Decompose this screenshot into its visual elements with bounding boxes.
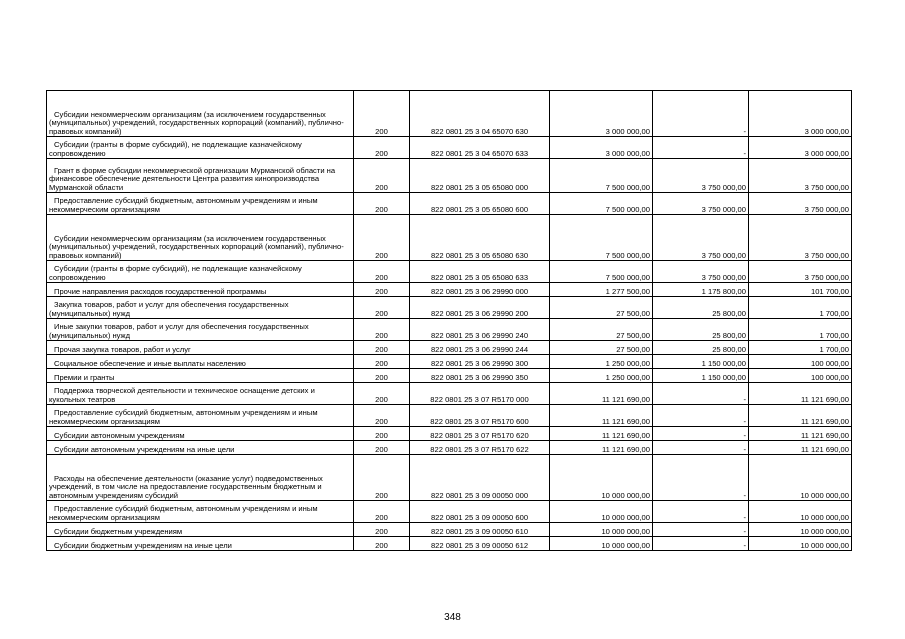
row-name bbox=[47, 137, 354, 159]
row-name bbox=[47, 283, 354, 297]
row-code: 200 bbox=[354, 441, 410, 455]
row-name bbox=[47, 369, 354, 383]
row-executed-amount: 3 750 000,00 bbox=[653, 193, 749, 215]
row-approved-amount: 27 500,00 bbox=[550, 319, 653, 341]
row-remaining-amount: 11 121 690,00 bbox=[749, 441, 852, 455]
row-classification-code: 822 0801 25 3 06 29990 350 bbox=[410, 369, 550, 383]
row-approved-amount: 27 500,00 bbox=[550, 341, 653, 355]
budget-table-container bbox=[46, 90, 851, 551]
row-executed-amount: - bbox=[653, 455, 749, 501]
row-approved-amount: 7 500 000,00 bbox=[550, 193, 653, 215]
row-name bbox=[47, 523, 354, 537]
table-row bbox=[47, 427, 852, 441]
row-remaining-amount: 1 700,00 bbox=[749, 297, 852, 319]
row-name bbox=[47, 427, 354, 441]
row-executed-amount: 1 175 800,00 bbox=[653, 283, 749, 297]
row-remaining-amount: 11 121 690,00 bbox=[749, 383, 852, 405]
table-row bbox=[47, 137, 852, 159]
table-row bbox=[47, 193, 852, 215]
table-row bbox=[47, 283, 852, 297]
row-name-text: Поддержка творческой деятельности и техническое оснащение детских и кукольных театров bbox=[49, 386, 315, 404]
table-row bbox=[47, 405, 852, 427]
row-remaining-amount: 100 000,00 bbox=[749, 369, 852, 383]
row-name bbox=[47, 159, 354, 193]
row-name bbox=[47, 355, 354, 369]
row-classification-code: 822 0801 25 3 05 65080 630 bbox=[410, 215, 550, 261]
row-code: 200 bbox=[354, 355, 410, 369]
row-classification-code: 822 0801 25 3 09 00050 600 bbox=[410, 501, 550, 523]
table-row bbox=[47, 441, 852, 455]
row-executed-amount: - bbox=[653, 537, 749, 551]
row-remaining-amount: 3 750 000,00 bbox=[749, 261, 852, 283]
row-code: 200 bbox=[354, 159, 410, 193]
row-approved-amount: 27 500,00 bbox=[550, 297, 653, 319]
row-name bbox=[47, 319, 354, 341]
row-code: 200 bbox=[354, 455, 410, 501]
row-code: 200 bbox=[354, 193, 410, 215]
row-classification-code: 822 0801 25 3 09 00050 612 bbox=[410, 537, 550, 551]
row-code: 200 bbox=[354, 501, 410, 523]
row-name bbox=[47, 193, 354, 215]
row-executed-amount: 3 750 000,00 bbox=[653, 215, 749, 261]
row-executed-amount: - bbox=[653, 383, 749, 405]
row-code: 200 bbox=[354, 261, 410, 283]
row-code: 200 bbox=[354, 91, 410, 137]
row-executed-amount: - bbox=[653, 427, 749, 441]
row-executed-amount: - bbox=[653, 523, 749, 537]
table-row bbox=[47, 91, 852, 137]
row-name-text: Субсидии бюджетным учреждениям на иные цели bbox=[54, 540, 232, 550]
table-row bbox=[47, 383, 852, 405]
row-executed-amount: 1 150 000,00 bbox=[653, 369, 749, 383]
table-row bbox=[47, 159, 852, 193]
row-code: 200 bbox=[354, 297, 410, 319]
row-name bbox=[47, 215, 354, 261]
row-executed-amount: - bbox=[653, 91, 749, 137]
row-name bbox=[47, 455, 354, 501]
row-remaining-amount: 10 000 000,00 bbox=[749, 523, 852, 537]
row-approved-amount: 11 121 690,00 bbox=[550, 441, 653, 455]
row-name-text: Субсидии автономным учреждениям на иные цели bbox=[54, 444, 235, 454]
row-approved-amount: 3 000 000,00 bbox=[550, 91, 653, 137]
row-classification-code: 822 0801 25 3 09 00050 610 bbox=[410, 523, 550, 537]
row-classification-code: 822 0801 25 3 04 65070 633 bbox=[410, 137, 550, 159]
table-row bbox=[47, 297, 852, 319]
row-classification-code: 822 0801 25 3 06 29990 000 bbox=[410, 283, 550, 297]
row-executed-amount: - bbox=[653, 405, 749, 427]
row-name-text: Социальное обеспечение и иные выплаты населению bbox=[54, 358, 246, 368]
row-executed-amount: 25 800,00 bbox=[653, 341, 749, 355]
row-remaining-amount: 11 121 690,00 bbox=[749, 427, 852, 441]
row-code: 200 bbox=[354, 405, 410, 427]
row-remaining-amount: 3 000 000,00 bbox=[749, 91, 852, 137]
row-approved-amount: 1 277 500,00 bbox=[550, 283, 653, 297]
table-body bbox=[47, 91, 852, 551]
row-classification-code: 822 0801 25 3 07 R5170 600 bbox=[410, 405, 550, 427]
row-remaining-amount: 3 750 000,00 bbox=[749, 193, 852, 215]
row-executed-amount: 3 750 000,00 bbox=[653, 159, 749, 193]
row-remaining-amount: 1 700,00 bbox=[749, 341, 852, 355]
row-remaining-amount: 3 750 000,00 bbox=[749, 159, 852, 193]
row-name bbox=[47, 297, 354, 319]
table-row bbox=[47, 341, 852, 355]
row-executed-amount: 3 750 000,00 bbox=[653, 261, 749, 283]
row-executed-amount: - bbox=[653, 501, 749, 523]
row-code: 200 bbox=[354, 427, 410, 441]
row-name bbox=[47, 91, 354, 137]
row-code: 200 bbox=[354, 319, 410, 341]
budget-execution-table bbox=[46, 90, 852, 551]
row-name-text: Закупка товаров, работ и услуг для обеспечения государственных (муниципальных) нужд bbox=[49, 300, 289, 318]
page-number: 348 bbox=[444, 612, 461, 623]
row-executed-amount: - bbox=[653, 137, 749, 159]
row-classification-code: 822 0801 25 3 06 29990 300 bbox=[410, 355, 550, 369]
table-row bbox=[47, 537, 852, 551]
row-name-text: Субсидии бюджетным учреждениям bbox=[54, 526, 183, 536]
row-classification-code: 822 0801 25 3 06 29990 244 bbox=[410, 341, 550, 355]
table-row bbox=[47, 261, 852, 283]
row-name-text: Субсидии некоммерческим организациям (за исключением государственных (муниципальных) учреждений, государственных корпораций (компаний), публично-правовых компаний) bbox=[49, 109, 344, 136]
row-approved-amount: 1 250 000,00 bbox=[550, 369, 653, 383]
row-name-text: Прочая закупка товаров, работ и услуг bbox=[54, 344, 191, 354]
row-remaining-amount: 11 121 690,00 bbox=[749, 405, 852, 427]
row-approved-amount: 7 500 000,00 bbox=[550, 261, 653, 283]
row-remaining-amount: 1 700,00 bbox=[749, 319, 852, 341]
row-name-text: Предоставление субсидий бюджетным, автономным учреждениям и иным некоммерческим организациям bbox=[49, 504, 318, 522]
row-approved-amount: 10 000 000,00 bbox=[550, 523, 653, 537]
row-executed-amount: 1 150 000,00 bbox=[653, 355, 749, 369]
row-approved-amount: 11 121 690,00 bbox=[550, 427, 653, 441]
row-name bbox=[47, 501, 354, 523]
row-remaining-amount: 10 000 000,00 bbox=[749, 537, 852, 551]
row-code: 200 bbox=[354, 341, 410, 355]
row-code: 200 bbox=[354, 283, 410, 297]
row-name bbox=[47, 405, 354, 427]
row-classification-code: 822 0801 25 3 06 29990 240 bbox=[410, 319, 550, 341]
row-approved-amount: 11 121 690,00 bbox=[550, 405, 653, 427]
row-executed-amount: 25 800,00 bbox=[653, 319, 749, 341]
row-name-text: Субсидии (гранты в форме субсидий), не подлежащие казначейскому сопровождению bbox=[49, 140, 302, 158]
row-name-text: Субсидии автономным учреждениям bbox=[54, 430, 185, 440]
row-classification-code: 822 0801 25 3 06 29990 200 bbox=[410, 297, 550, 319]
row-remaining-amount: 101 700,00 bbox=[749, 283, 852, 297]
table-row bbox=[47, 355, 852, 369]
row-approved-amount: 11 121 690,00 bbox=[550, 383, 653, 405]
table-row bbox=[47, 523, 852, 537]
row-classification-code: 822 0801 25 3 04 65070 630 bbox=[410, 91, 550, 137]
row-remaining-amount: 10 000 000,00 bbox=[749, 455, 852, 501]
row-code: 200 bbox=[354, 369, 410, 383]
row-remaining-amount: 3 000 000,00 bbox=[749, 137, 852, 159]
row-executed-amount: 25 800,00 bbox=[653, 297, 749, 319]
row-name-text: Субсидии (гранты в форме субсидий), не подлежащие казначейскому сопровождению bbox=[49, 264, 302, 282]
row-code: 200 bbox=[354, 537, 410, 551]
row-approved-amount: 1 250 000,00 bbox=[550, 355, 653, 369]
row-classification-code: 822 0801 25 3 05 65080 600 bbox=[410, 193, 550, 215]
row-name-text: Прочие направления расходов государственной программы bbox=[54, 286, 267, 296]
table-row bbox=[47, 455, 852, 501]
row-name-text: Расходы на обеспечение деятельности (оказание услуг) подведомственных учреждений, в том числе на предоставление государственным бюджетным и автономным учреждениям субсидий bbox=[49, 473, 323, 500]
row-approved-amount: 10 000 000,00 bbox=[550, 455, 653, 501]
row-approved-amount: 10 000 000,00 bbox=[550, 501, 653, 523]
row-code: 200 bbox=[354, 215, 410, 261]
row-name-text: Предоставление субсидий бюджетным, автономным учреждениям и иным некоммерческим организациям bbox=[49, 408, 318, 426]
table-row bbox=[47, 369, 852, 383]
row-approved-amount: 10 000 000,00 bbox=[550, 537, 653, 551]
row-classification-code: 822 0801 25 3 07 R5170 620 bbox=[410, 427, 550, 441]
row-code: 200 bbox=[354, 383, 410, 405]
row-remaining-amount: 10 000 000,00 bbox=[749, 501, 852, 523]
table-row bbox=[47, 319, 852, 341]
row-name-text: Субсидии некоммерческим организациям (за исключением государственных (муниципальных) учреждений, государственных корпораций (компаний), публично-правовых компаний) bbox=[49, 233, 344, 260]
row-classification-code: 822 0801 25 3 05 65080 633 bbox=[410, 261, 550, 283]
row-classification-code: 822 0801 25 3 09 00050 000 bbox=[410, 455, 550, 501]
row-classification-code: 822 0801 25 3 07 R5170 000 bbox=[410, 383, 550, 405]
row-name-text: Предоставление субсидий бюджетным, автономным учреждениям и иным некоммерческим организациям bbox=[49, 196, 318, 214]
row-executed-amount: - bbox=[653, 441, 749, 455]
row-name-text: Грант в форме субсидии некоммерческой организации Мурманской области на финансовое обеспечение деятельности Центра развития кинопроизводства Мурманской области bbox=[49, 165, 336, 192]
row-name bbox=[47, 261, 354, 283]
row-classification-code: 822 0801 25 3 05 65080 000 bbox=[410, 159, 550, 193]
table-row bbox=[47, 501, 852, 523]
row-approved-amount: 7 500 000,00 bbox=[550, 215, 653, 261]
row-approved-amount: 3 000 000,00 bbox=[550, 137, 653, 159]
row-classification-code: 822 0801 25 3 07 R5170 622 bbox=[410, 441, 550, 455]
row-name bbox=[47, 383, 354, 405]
row-remaining-amount: 100 000,00 bbox=[749, 355, 852, 369]
row-name-text: Иные закупки товаров, работ и услуг для обеспечения государственных (муниципальных) нужд bbox=[49, 322, 309, 340]
row-code: 200 bbox=[354, 137, 410, 159]
row-name bbox=[47, 441, 354, 455]
row-name-text: Премии и гранты bbox=[54, 372, 115, 382]
row-remaining-amount: 3 750 000,00 bbox=[749, 215, 852, 261]
row-approved-amount: 7 500 000,00 bbox=[550, 159, 653, 193]
row-name bbox=[47, 341, 354, 355]
row-code: 200 bbox=[354, 523, 410, 537]
table-row bbox=[47, 215, 852, 261]
row-name bbox=[47, 537, 354, 551]
